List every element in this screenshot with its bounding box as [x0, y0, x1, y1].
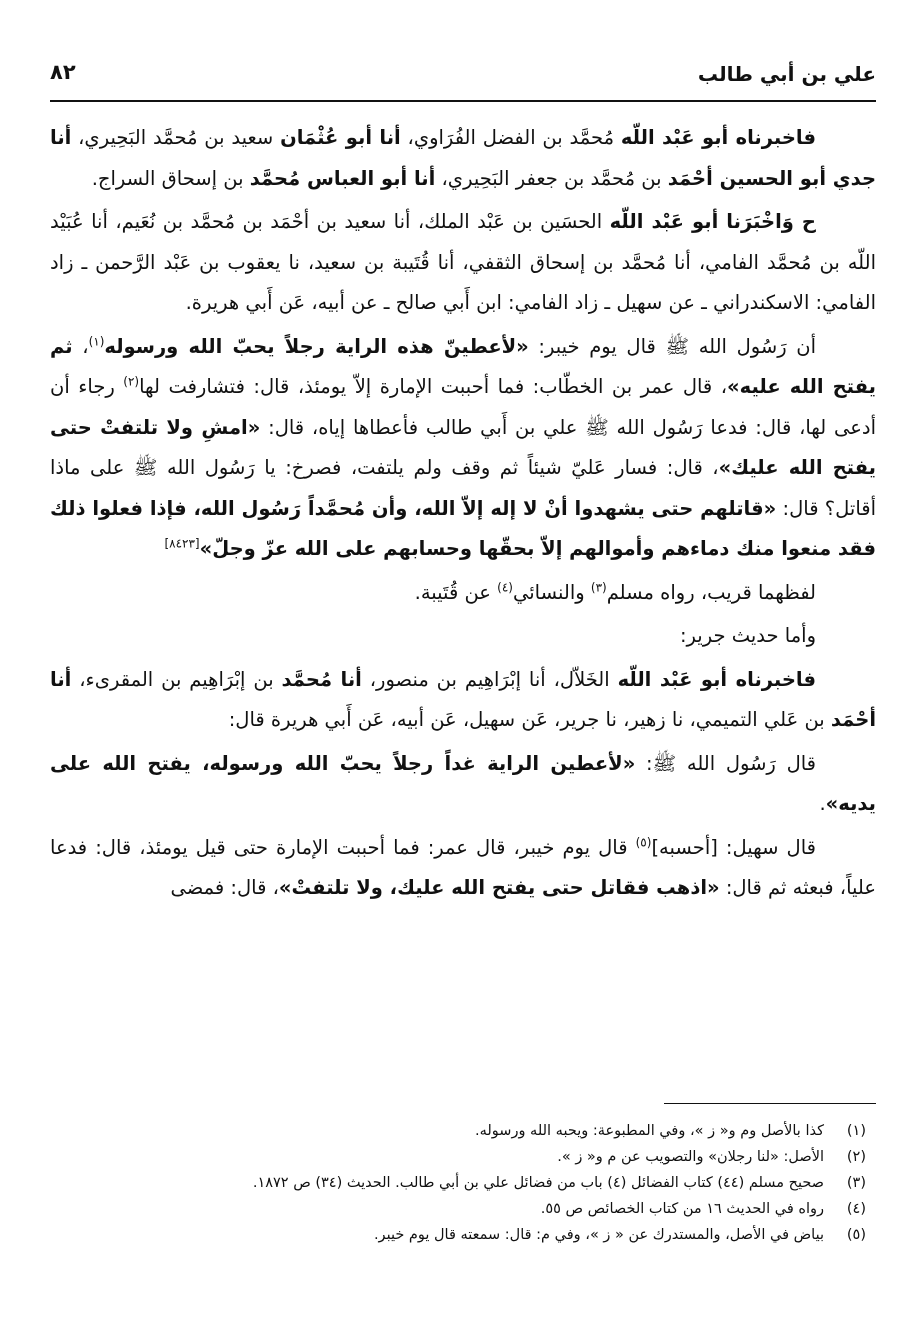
text-run: بن إبْرَاهِيم بن المقرىء،	[71, 667, 282, 691]
bold-text: ح وَاخْبَرَنا أبو عَبْد اللّه	[609, 210, 816, 233]
paragraph	[50, 616, 876, 657]
footnote-number: (٤)	[846, 1201, 866, 1217]
bold-text: «لأعطينّ هذه الراية رجلاً يحبّ الله ورسوله	[104, 334, 529, 358]
text-run: قال يوم خيبر، قال عمر: فما أحببت الإمارة حتى قيل يومئذ، قال: فدعا علياً، فبعثه ثم قال:	[50, 835, 876, 899]
paragraph	[50, 202, 876, 324]
footnote-ref: (٢)	[123, 374, 140, 389]
bold-text: «قاتلهم حتى يشهدوا أنْ لا إله إلاّ الله، وأن مُحمَّداً رَسُول الله، فإذا فعلوا ذلك فقد منعوا منك دماءهم وأموالهم إلاّ بحقّها وحسابهم على الله عزّ وجلّ»	[50, 496, 876, 560]
footnote-text: رواه في الحديث ١٦ من كتاب الخصائص ص ٥٥.	[540, 1201, 824, 1217]
bold-text: أنا أبو عُثْمَان	[280, 126, 401, 149]
text-run: لفظهما قريب، رواه مسلم	[606, 580, 816, 604]
text-run: عن قُتَيبة.	[414, 580, 498, 604]
bold-text: ثم يفتح الله عليه»	[50, 334, 876, 398]
footnote	[60, 1222, 866, 1248]
footnote-divider	[664, 1103, 876, 1104]
text-run: ،	[72, 334, 89, 358]
text-run: رجاء أن أدعى لها، قال: فدعا رَسُول الله ﷺ علي بن أَبي طالب فأعطاها إياه، قال:	[50, 375, 877, 439]
text-run: سعيد بن مُحمَّد البَحِيري،	[71, 126, 281, 149]
text-run: قال رَسُول الله ﷺ:	[635, 751, 816, 775]
text-run: الخَلاّل، أنا إبْرَاهِيم بن منصور،	[361, 667, 618, 691]
bold-text: أنا جدي أبو الحسين أحْمَد	[50, 126, 876, 190]
running-header	[50, 56, 876, 102]
paragraph	[50, 660, 876, 741]
bold-text: فاخبرناه أبو عَبْد اللّه	[617, 667, 817, 691]
text-run: وأما حديث جرير:	[679, 624, 816, 647]
footnote-number: (٢)	[846, 1149, 866, 1165]
footnote-number: (٥)	[846, 1227, 866, 1243]
footnote-ref: (٤)	[497, 580, 513, 594]
footnote-ref: (٣)	[590, 580, 607, 594]
running-title: علي بن أبي طالب	[697, 62, 876, 86]
bold-text: أنا أبو العباس مُحمَّد	[249, 166, 436, 190]
footnote	[60, 1118, 866, 1144]
text-run: بن مُحمَّد بن جعفر البَحِيري،	[435, 166, 668, 190]
paragraph	[50, 744, 876, 825]
text-run: قال سهيل: [أحسبه]	[651, 835, 816, 859]
text-run: ، قال عمر بن الخطّاب: فما أحببت الإمارة إلاّ يومئذ، قال: فتشارفت لها	[139, 375, 728, 398]
footnote-ref: (٥)	[635, 835, 652, 849]
footnote-text: الأصل: «لنا رجلان» والتصويب عن م و« ز ».	[557, 1149, 824, 1165]
text-run: ، قال: فسار عَليّ شيئاً ثم وقف ولم يلتفت، فصرخ: يا رَسُول الله ﷺ على ماذا أقاتل؟ قال:	[50, 456, 876, 520]
page-number: ٨٢	[50, 60, 76, 84]
paragraph	[50, 327, 876, 570]
bold-text: فاخبرناه أبو عَبْد اللّه	[620, 126, 816, 149]
bold-text: «لأعطين الراية غداً رجلاً يحبّ الله ورسوله، يفتح الله على يديه»	[50, 751, 876, 815]
text-run: بن عَلي التميمي، نا زهير، نا جرير، عَن سهيل، عَن أبيه، عَن أَبي هريرة قال:	[228, 708, 831, 731]
main-text	[50, 118, 876, 912]
bold-text: أنا أحْمَد	[50, 667, 876, 731]
paragraph	[50, 573, 876, 614]
text-run: .	[819, 792, 826, 815]
text-run: ، قال: فمضى	[170, 876, 279, 899]
paragraph	[50, 828, 876, 909]
text-run: والنسائي	[512, 580, 591, 604]
text-run: الحسَين بن عَبْد الملك، أنا سعيد بن أحْمَد بن مُحمَّد بن نُعَيم، أنا عُبَيْد اللّه بن مُحمَّد الفامي، أنا مُحمَّد بن إسحاق الثقفي، أنا قُتَيبة بن سعيد، نا يعقوب بن عَبْد الرَّحمن ـ زاد الفامي: الاسكندراني ـ عن سهيل ـ زاد الفامي: ابن أَبي صالح ـ عن أبيه، عَن أَبي هريرة.	[50, 210, 876, 314]
text-run: أن رَسُول الله ﷺ قال يوم خيبر:	[528, 334, 816, 358]
footnote-text: بياض في الأصل، والمستدرك عن « ز »، وفي م: قال: سمعته قال يوم خيبر.	[373, 1227, 824, 1243]
bold-text: أنا مُحمَّد	[281, 667, 362, 691]
bold-text: «اذهب فقاتل حتى يفتح الله عليك، ولا تلتفتْ»	[278, 876, 720, 899]
bold-text: «امشِ ولا تلتفتْ حتى يفتح الله عليك»	[50, 415, 876, 479]
footnote	[60, 1196, 866, 1222]
footnote-text: صحيح مسلم (٤٤) كتاب الفضائل (٤) باب من فضائل علي بن أبي طالب. الحديث (٣٤) ص ١٨٧٢.	[252, 1175, 824, 1191]
footnote-text: كذا بالأصل وم و« ز »، وفي المطبوعة: ويحبه الله ورسوله.	[475, 1123, 824, 1139]
footnote-ref: [٨٤٢٣]	[164, 536, 200, 551]
footnote	[60, 1170, 866, 1196]
footnote-ref: (١)	[88, 334, 105, 348]
footnote-number: (١)	[846, 1123, 866, 1139]
footnote	[60, 1144, 866, 1170]
footnotes	[60, 1118, 866, 1248]
text-run: مُحمَّد بن الفضل الفُرَاوي،	[400, 126, 621, 149]
footnote-number: (٣)	[846, 1175, 866, 1191]
text-run: بن إسحاق السراج.	[91, 166, 250, 190]
paragraph	[50, 118, 876, 199]
